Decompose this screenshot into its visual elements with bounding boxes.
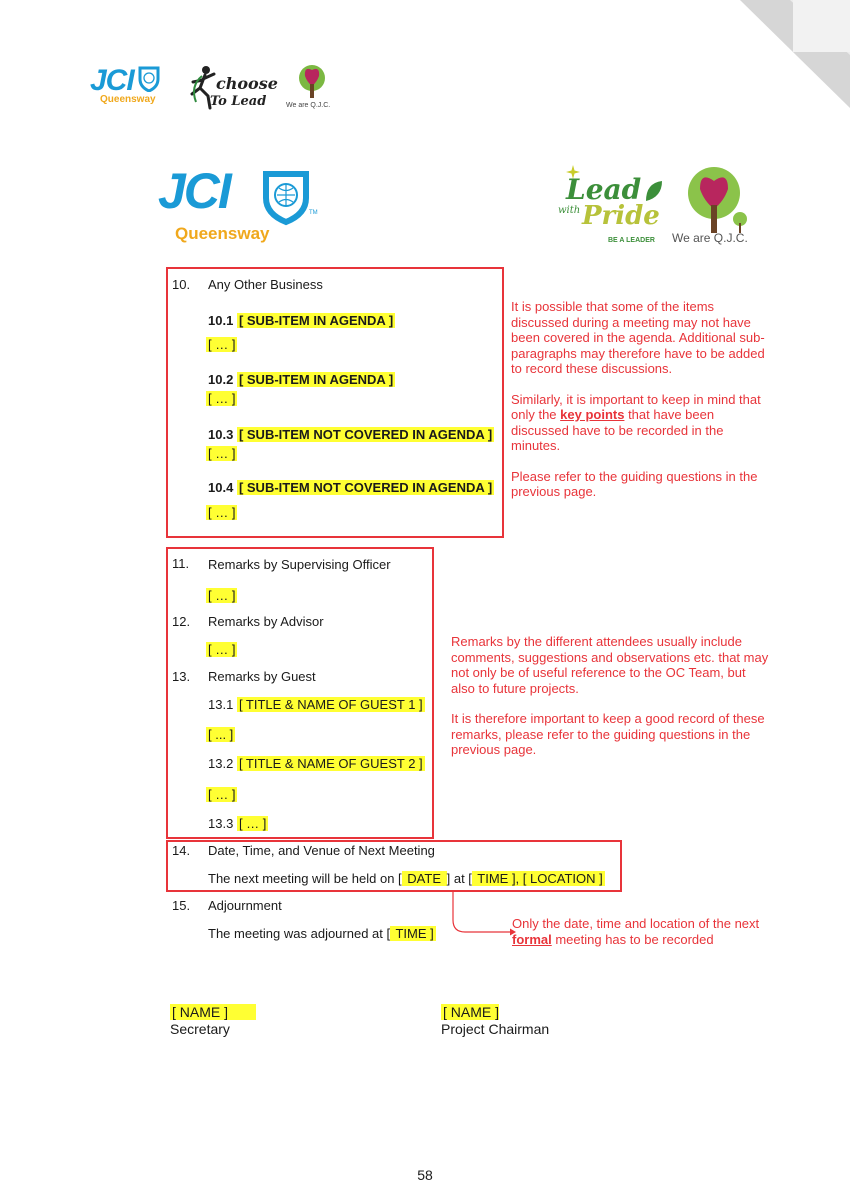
jci-small-logo [90,64,160,105]
note-1-paragraph-3: Please refer to the guiding questions in the previous page. [511,468,758,499]
item-10-2-label[interactable]: [ SUB-ITEM IN AGENDA ] [238,372,394,387]
item-11-body [206,588,237,604]
note-remarks [451,634,769,773]
note-1-p2-pre: Similarly, it is important to keep in mind that only the [511,391,761,422]
placeholder-text[interactable]: [ … ] [208,642,236,657]
guest-1-label[interactable]: [ TITLE & NAME OF GUEST 1 ] [238,697,423,712]
connector-arrow [448,890,518,938]
placeholder-text[interactable]: [ … ] [208,588,236,603]
be-a-leader-text: BE A LEADER [608,237,655,244]
lead-with-pride-logo [556,165,666,250]
item-13-2-number: 13.2 [208,756,234,771]
item-10-title: Any Other Business [208,277,323,292]
item-13-2 [208,756,425,772]
note-1-key-points: key points [560,407,625,422]
item-12-body [206,642,237,658]
guest-3-label[interactable]: [ … ] [238,816,267,831]
queensway-big-text: Queensway [175,224,270,243]
leaf-icon [644,179,664,203]
note-next-meeting [512,916,762,947]
placeholder-text[interactable]: [ … ] [208,337,236,352]
note-3-formal: formal [512,931,552,947]
item-13-3-number: 13.3 [208,816,234,831]
item-10-2-body [206,391,237,407]
note-1-paragraph-2 [511,392,769,454]
item-10-4 [208,480,494,496]
item-10-1-label[interactable]: [ SUB-ITEM IN AGENDA ] [238,313,394,328]
time-location-field[interactable]: TIME ], [ LOCATION ] [473,871,603,886]
item-10-3-number: 10.3 [208,427,234,442]
placeholder-text[interactable]: [ ... ] [208,727,234,742]
item-10-2-number: 10.2 [208,372,234,387]
adjourned-pre: The meeting was adjourned at [ [208,926,391,941]
item-13-1-body [206,727,235,743]
shield-icon [138,66,160,92]
wqjc-big-text: We are Q.J.C. [672,231,748,245]
page-number: 58 [417,1167,433,1183]
item-13-3 [208,816,268,832]
item-15-text [208,926,436,942]
placeholder-text[interactable]: [ … ] [208,391,236,406]
placeholder-text[interactable]: [ … ] [208,787,236,802]
wqjc-small-text: We are Q.J.C. [286,102,331,109]
item-10-2 [208,372,395,388]
signature-secretary [170,1004,256,1038]
lead-text: Lead [566,173,642,206]
wqjc-logo [668,165,753,250]
note-3-pre: Only the date, time and location of the next [512,916,760,931]
item-13-1-number: 13.1 [208,697,234,712]
item-15-number: 15. [172,898,191,913]
jci-small-text: JCI [90,64,134,97]
signature-chairman [441,1004,549,1038]
to-lead-text: To Lead [210,94,267,109]
jci-big-text: JCI [158,163,230,219]
item-10-number: 10. [172,277,191,292]
item-10-1 [208,313,395,329]
item-10-4-body [206,505,237,521]
item-10-4-label[interactable]: [ SUB-ITEM NOT COVERED IN AGENDA ] [238,480,493,495]
item-10-3-label[interactable]: [ SUB-ITEM NOT COVERED IN AGENDA ] [238,427,493,442]
guest-2-label[interactable]: [ TITLE & NAME OF GUEST 2 ] [238,756,423,771]
jci-shield-icon [262,170,310,226]
secretary-role: Secretary [170,1021,230,1037]
choose-text: choose [216,74,278,93]
tree-heart-icon [678,165,750,235]
note-other-business [511,299,769,515]
item-13-number: 13. [172,669,191,684]
note-3-post: meeting has to be recorded [551,931,714,947]
item-10-3-body [206,446,237,462]
note-2-paragraph-2: It is therefore important to keep a good record of these remarks, please refer to the guiding questions in the previous page. [451,711,765,757]
chairman-role: Project Chairman [441,1021,550,1037]
pride-text: Pride [582,201,660,231]
item-10-4-number: 10.4 [208,480,234,495]
secretary-name-field[interactable]: [ NAME ] [170,1004,256,1020]
tree-icon [294,64,330,100]
placeholder-text[interactable]: [ … ] [208,446,236,461]
item-10-3 [208,427,494,443]
tm-mark: TM [309,210,318,216]
with-text: with [558,205,581,216]
chairman-name-field[interactable]: [ NAME ] [443,1004,500,1020]
item-10-1-number: 10.1 [208,313,234,328]
item-12-title: Remarks by Advisor [208,614,324,629]
adjourn-time-field[interactable]: TIME ] [392,926,434,941]
item-14-title: Date, Time, and Venue of Next Meeting [208,843,435,858]
item-14-text [208,871,605,887]
item-13-title: Remarks by Guest [208,669,316,684]
wqjc-small-logo [286,64,338,114]
page-corner-fold [735,0,850,110]
item-13-2-body [206,787,237,803]
note-2-paragraph-1: Remarks by the different attendees usually include comments, suggestions and observations etc. that may not only be of useful reference to the OC Team, but also to future projects. [451,634,769,696]
jci-queensway-logo [158,163,328,248]
item-11-title: Remarks by Supervising Officer [208,557,391,572]
item-11-number: 11. [172,556,190,571]
note-1-paragraph-1: It is possible that some of the items discussed during a meeting may not have been covered in the agenda. Additional sub-paragraphs may therefore have to be added to record these discussions. [511,299,765,376]
item-14-number: 14. [172,843,191,858]
header-logos-small [90,62,340,117]
date-field[interactable]: DATE [403,871,445,886]
item-13-1 [208,697,425,713]
item-12-number: 12. [172,614,191,629]
next-meeting-mid: ] at [ [446,871,472,886]
placeholder-text[interactable]: [ … ] [208,505,236,520]
choose-to-lead-logo [188,62,276,117]
next-meeting-pre: The next meeting will be held on [ [208,871,402,886]
item-10-1-body [206,337,237,353]
queensway-small-text: Queensway [100,94,156,105]
note-1-p2-post: that have been discussed have to be recorded in the minutes. [511,407,724,453]
item-15-title: Adjournment [208,898,282,913]
